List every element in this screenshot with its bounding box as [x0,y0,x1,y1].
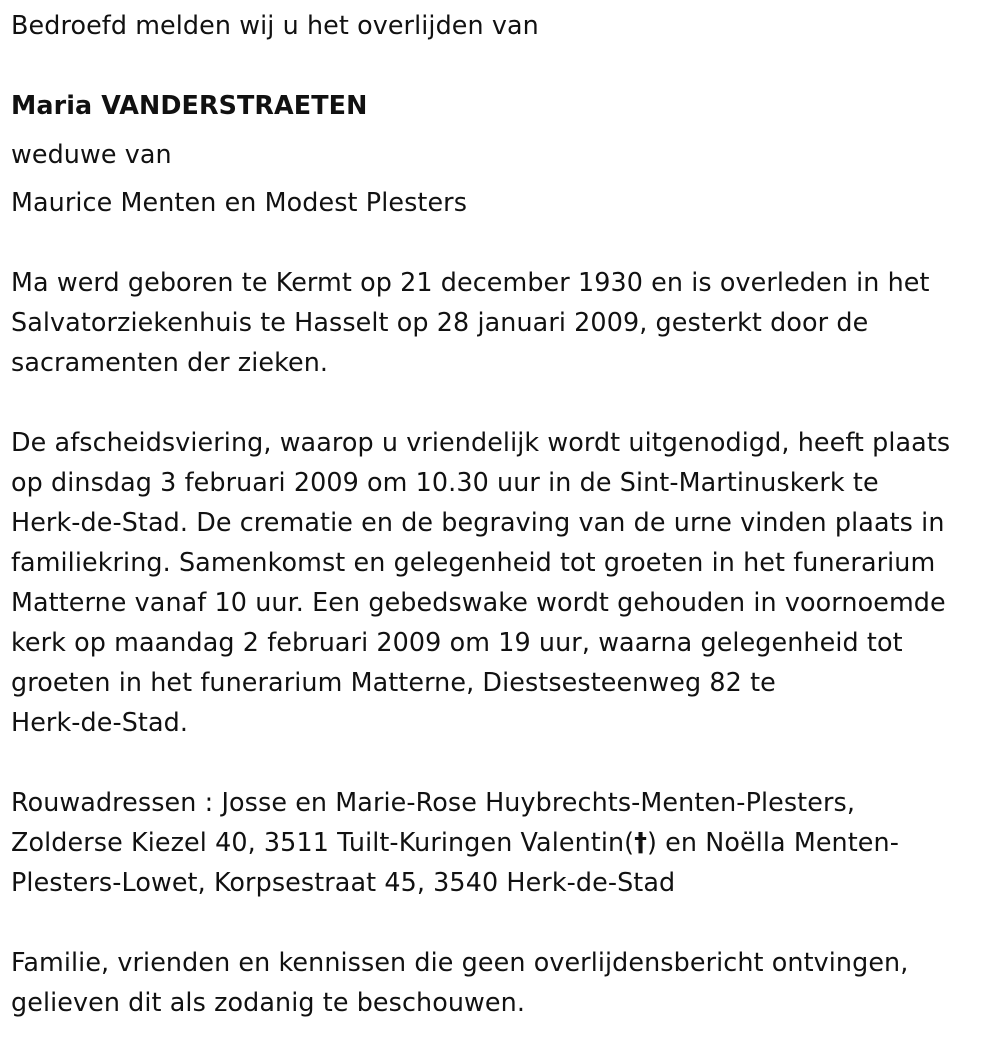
birth-death-line: sacramenten der zieken. [11,347,329,377]
intro-text: Bedroefd melden wij u het overlijden van [11,10,539,40]
addresses-line: Rouwadressen : Josse en Marie-Rose Huybrechts-Menten-Plesters, [11,787,856,817]
cross-icon: † [634,827,647,857]
addresses-line [11,822,899,862]
closing-line: Familie, vrienden en kennissen die geen overlijdensbericht ontvingen, [11,947,909,977]
ceremony-line: De afscheidsviering, waarop u vriendelijk wordt uitgenodigd, heeft plaats [11,427,951,457]
birth-death-line: Salvatorziekenhuis te Hasselt op 28 januari 2009, gesterkt door de [11,307,869,337]
addresses-line: Plesters-Lowet, Korpsestraat 45, 3540 Herk-de-Stad [11,867,676,897]
spouses-names: Maurice Menten en Modest Plesters [11,187,468,217]
ceremony-line: kerk op maandag 2 februari 2009 om 19 uur, waarna gelegenheid tot [11,627,903,657]
deceased-name: Maria VANDERSTRAETEN [11,90,368,120]
ceremony-line: op dinsdag 3 februari 2009 om 10.30 uur in de Sint-Martinuskerk te [11,467,879,497]
addresses-text: ) en Noëlla Menten- [646,827,899,857]
closing-line: gelieven dit als zodanig te beschouwen. [11,987,526,1017]
ceremony-line: familiekring. Samenkomst en gelegenheid tot groeten in het funerarium [11,547,936,577]
addresses-text: Zolderse Kiezel 40, 3511 Tuilt-Kuringen Valentin( [11,827,635,857]
birth-death-line: Ma werd geboren te Kermt op 21 december 1930 en is overleden in het [11,267,930,297]
ceremony-line: groeten in het funerarium Matterne, Diestsesteenweg 82 te [11,667,776,697]
ceremony-line: Herk-de-Stad. [11,707,189,737]
widow-of-label: weduwe van [11,139,172,169]
ceremony-line: Matterne vanaf 10 uur. Een gebedswake wordt gehouden in voornoemde [11,587,946,617]
ceremony-line: Herk-de-Stad. De crematie en de begraving van de urne vinden plaats in [11,507,945,537]
